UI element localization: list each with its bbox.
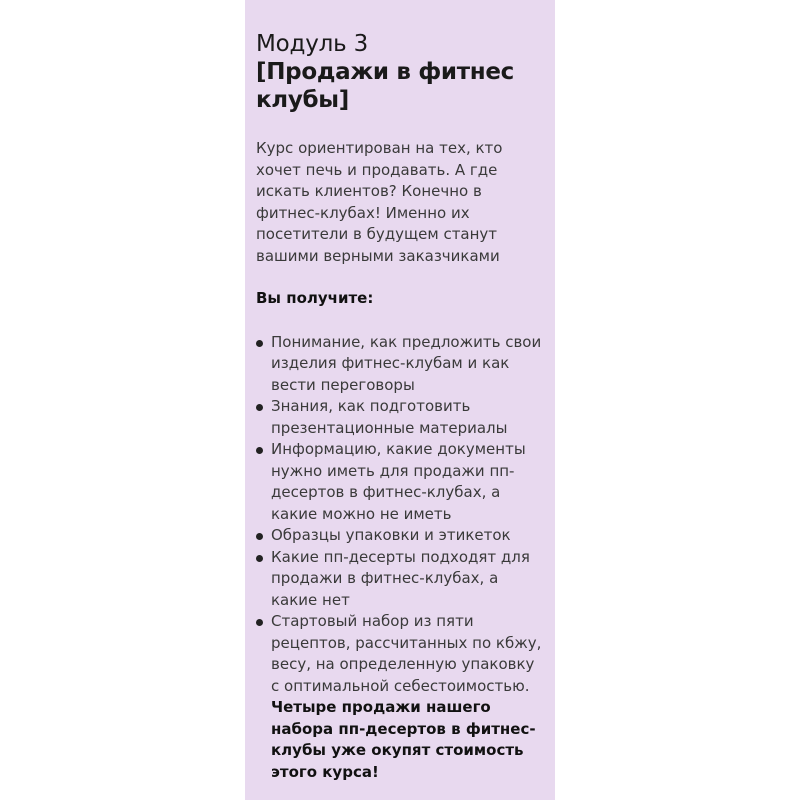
list-item-text: Понимание, как предложить свои изделия фитнес-клубам и как вести переговоры xyxy=(271,332,542,394)
bullet-icon xyxy=(256,533,263,540)
closing-statement: Четыре продажи нашего набора пп-десертов в фитнес-клубы уже окупят стоимость этого курса! xyxy=(271,698,536,781)
list-item xyxy=(256,332,545,397)
list-item xyxy=(256,547,545,612)
module-card xyxy=(245,0,555,800)
list-item-text: Стартовый набор из пяти рецептов, рассчитанных по кбжу, весу, на определенную упаковку с оптимальной себестоимостью. xyxy=(271,612,542,695)
benefits-heading: Вы получите: xyxy=(256,289,374,307)
bullet-icon xyxy=(256,340,263,347)
benefits-list xyxy=(256,332,545,698)
list-item-text: Какие пп-десерты подходят для продажи в фитнес-клубах, а какие нет xyxy=(271,547,530,609)
list-item-text: Образцы упаковки и этикеток xyxy=(271,526,511,544)
bullet-icon xyxy=(256,404,263,411)
list-item xyxy=(256,439,545,525)
bullet-icon xyxy=(256,619,263,626)
module-title: [Продажи в фитнес клубы] xyxy=(256,59,514,113)
list-item xyxy=(256,611,545,697)
list-item xyxy=(256,396,545,439)
module-number: Модуль 3 xyxy=(256,31,369,57)
course-description: Курс ориентирован на тех, кто хочет печь и продавать. А где искать клиентов? Конечно в фитнес-клубах! Именно их посетители в будущем станут вашими верными заказчиками xyxy=(256,139,503,265)
list-item-text: Знания, как подготовить презентационные материалы xyxy=(271,397,508,437)
bullet-icon xyxy=(256,555,263,562)
bullet-icon xyxy=(256,447,263,454)
list-item-text: Информацию, какие документы нужно иметь для продажи пп-десертов в фитнес-клубах, а какие можно не иметь xyxy=(271,440,526,523)
list-item xyxy=(256,525,545,547)
